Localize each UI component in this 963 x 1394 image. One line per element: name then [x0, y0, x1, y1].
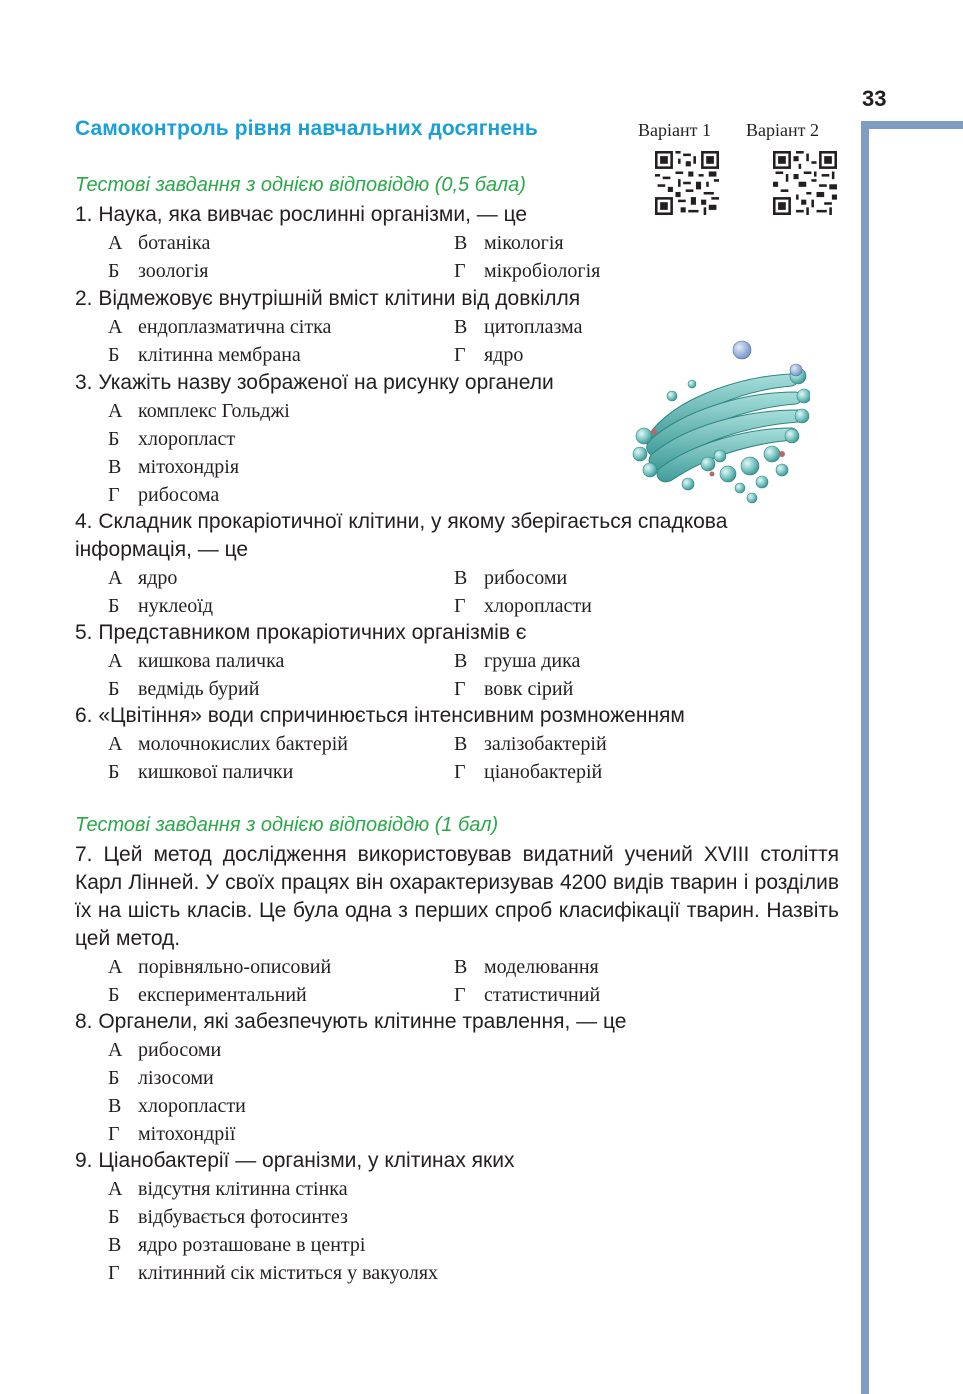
answer-option[interactable]: Б хлоропласт — [108, 428, 236, 450]
answer-option[interactable]: В мікологія — [454, 232, 564, 254]
answer-option[interactable]: А ендоплазматична сітка — [108, 316, 332, 338]
question-6: 6. «Цвітіння» води спричинюється інтенсивним розмноженням — [75, 704, 685, 727]
answer-option[interactable]: А комплекс Гольджі — [108, 400, 290, 422]
answer-option[interactable]: А відсутня клітинна стінка — [108, 1178, 348, 1200]
answer-option[interactable]: В залізобактерій — [454, 733, 607, 755]
answer-option[interactable]: А рибосоми — [108, 1039, 222, 1061]
answer-option[interactable]: Г мікробіологія — [454, 260, 601, 282]
question-2: 2. Відмежовує внутрішній вміст клітини від довкілля — [75, 287, 581, 310]
answer-option[interactable]: В цитоплазма — [454, 316, 583, 338]
answer-option[interactable]: В рибосоми — [454, 567, 568, 589]
question-4: 4. Складник прокаріотичної клітини, у якому зберігається спадкова інформація, — це — [75, 510, 728, 561]
answer-option[interactable]: А кишкова паличка — [108, 650, 285, 672]
answer-option[interactable]: А ботаніка — [108, 232, 211, 254]
section-subheading-2: Тестові завдання з однією відповіддю (1 бал) — [75, 814, 499, 836]
golgi-apparatus-illustration — [632, 336, 810, 506]
section-subheading-1: Тестові завдання з однією відповіддю (0,5 бала) — [75, 174, 526, 196]
section-title: Самоконтроль рівня навчальних досягнень — [75, 117, 538, 140]
answer-option[interactable]: Г рибосома — [108, 484, 220, 506]
answer-option[interactable]: Г статистичний — [454, 984, 601, 1006]
question-1: 1. Наука, яка вивчає рослинні організми, — це — [75, 203, 528, 226]
variant-1-label: Варіант 1 — [638, 120, 711, 140]
answer-option[interactable]: Б експериментальний — [108, 984, 307, 1006]
answer-option[interactable]: Г ядро — [454, 344, 524, 366]
answer-option[interactable]: В хлоропласти — [108, 1095, 246, 1117]
answer-option[interactable]: Г клітинний сік міститься у вакуолях — [108, 1262, 439, 1284]
question-7: 7. Цей метод дослідження використовував видатний учений XVIII століття Карл Лінней. У своїх працях він охарактеризував 4200 видів тварин і розділив їх на шість класів. Це була одна з перших спроб класифікації тварин. Назвіть цей метод. — [75, 843, 839, 950]
answer-option[interactable]: Б лізосоми — [108, 1067, 214, 1089]
answer-option[interactable]: Г мітохондрії — [108, 1123, 236, 1145]
answer-option[interactable]: Б клітинна мембрана — [108, 344, 301, 366]
answer-option[interactable]: Б зоологія — [108, 260, 209, 282]
answer-option[interactable]: В мітохондрія — [108, 456, 240, 478]
page-top-bar — [861, 121, 963, 129]
answer-option[interactable]: Г вовк сірий — [454, 678, 574, 700]
page-number: 33 — [862, 86, 887, 111]
answer-option[interactable]: А молочнокислих бактерій — [108, 733, 348, 755]
answer-option[interactable]: Б ведмідь бурий — [108, 678, 260, 700]
answer-option[interactable]: В ядро розташоване в центрі — [108, 1234, 366, 1256]
question-8: 8. Органели, які забезпечують клітинне травлення, — це — [75, 1010, 627, 1033]
answer-option[interactable]: В груша дика — [454, 650, 581, 672]
answer-option[interactable]: Г хлоропласти — [454, 595, 592, 617]
page-side-bar — [861, 121, 869, 1394]
answer-option[interactable]: Б відбувається фотосинтез — [108, 1206, 348, 1228]
answer-option[interactable]: А ядро — [108, 567, 178, 589]
question-5: 5. Представником прокаріотичних організмів є — [75, 621, 527, 644]
question-9: 9. Ціанобактерії — організми, у клітинах яких — [75, 1149, 515, 1172]
answer-option[interactable]: А порівняльно-описовий — [108, 956, 332, 978]
answer-option[interactable]: Б нуклеоїд — [108, 595, 214, 617]
answer-option[interactable]: Б кишкової палички — [108, 761, 294, 783]
answer-option[interactable]: В моделювання — [454, 956, 599, 978]
question-3: 3. Укажіть назву зображеної на рисунку органели — [75, 371, 554, 394]
variant-2-label: Варіант 2 — [746, 120, 819, 140]
answer-option[interactable]: Г ціанобактерій — [454, 761, 603, 783]
